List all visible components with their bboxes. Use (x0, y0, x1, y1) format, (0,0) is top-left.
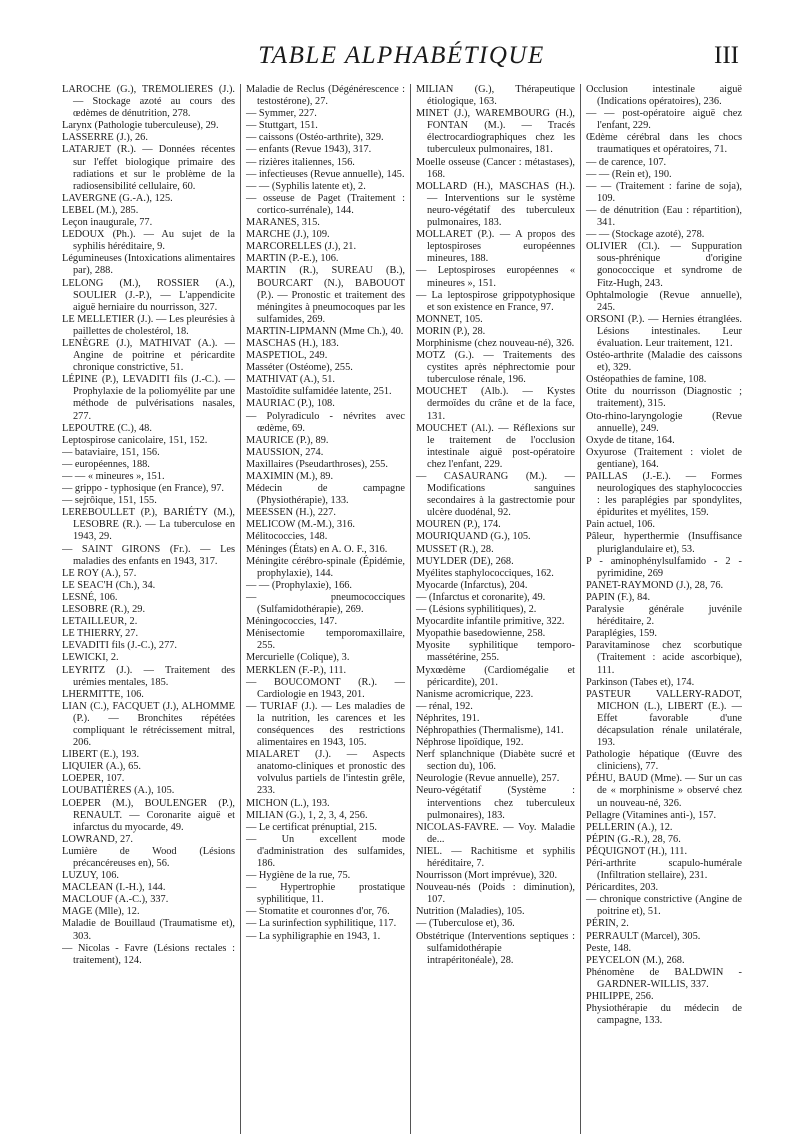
index-entry: — BOUCOMONT (R.). — Cardiologie en 1943, 201. (246, 676, 405, 700)
index-entry: Nouveau-nés (Poids : diminution), 107. (416, 882, 575, 906)
index-entry: Ophtalmologie (Revue annuelle), 245. (586, 289, 742, 313)
index-entry: Leptospirose canicolaire, 151, 152. (62, 434, 208, 446)
index-entry: NIEL. — Rachitisme et syphilis héréditaire, 7. (416, 845, 575, 869)
index-entry: Myopathie basedowienne, 258. (416, 628, 546, 640)
index-entry: Maxillaires (Pseudarthroses), 255. (246, 458, 388, 470)
index-entry: LUZUY, 106. (62, 870, 119, 882)
index-entry: Méningite cérébro-spinale (Épidémie, prophylaxie), 144. (246, 555, 405, 579)
index-entry: MARTIN-LIPMANN (Mme Ch.), 40. (246, 325, 404, 337)
index-entry: LELONG (M.), ROSSIER (A.), SOULIER (J.-P.), — L'appendicite aiguë herniaire du nourrisson, 327. (62, 277, 235, 313)
index-entry: PASTEUR VALLERY-RADOT, MICHON (L.), LIBERT (E.). — Effet favorable d'une décapsulation rénale unilatérale, 193. (586, 688, 742, 749)
index-entry: LEDOUX (Ph.). — Au sujet de la syphilis héréditaire, 9. (62, 229, 235, 253)
index-entry: Paralysie générale juvénile héréditaire, 2. (586, 604, 742, 628)
index-entry: LEREBOULLET (P.), BARIÉTY (M.), LESOBRE (R.). — La tuberculose en 1943, 29. (62, 507, 235, 543)
index-entry: LOEPER (M.), BOULENGER (P.), RENAULT. — Coronarite aiguë et infarctus du myocarde, 49. (62, 797, 235, 833)
index-entry: — — (Stockage azoté), 278. (586, 229, 705, 241)
index-entry: LE THIERRY, 27. (62, 628, 139, 640)
index-entry: Peste, 148. (586, 942, 632, 954)
index-entry: — TURIAF (J.). — Les maladies de la nutrition, les carences et les conséquences des restrictions alimentaires en 1943, 105. (246, 700, 405, 749)
page-number: III (714, 42, 739, 69)
index-entry: Ostéo-arthrite (Maladie des caissons et), 329. (586, 350, 742, 374)
index-entry: MUYLDER (DE), 268. (416, 555, 514, 567)
index-entry: LATARJET (R.). — Données récentes sur l'effet biologique primaire des radiations et sur le problème de la radiosensibilité cellulaire, 60. (62, 144, 235, 192)
index-entry: PERRAULT (Marcel), 305. (586, 930, 701, 942)
index-entry: Oxyde de titane, 164. (586, 434, 675, 446)
index-entry: Maladie de Reclus (Dégénérescence : testostérone), 27. (246, 84, 405, 108)
index-entry: Péri-arthrite scapulo-humérale (Infiltration stellaire), 231. (586, 858, 742, 882)
index-entry: LE MELLETIER (J.). — Les pleurésies à paillettes de cholestérol, 18. (62, 313, 235, 337)
index-entry: Oto-rhino-laryngologie (Revue annuelle), 249. (586, 410, 742, 434)
index-entry: LESOBRE (R.), 29. (62, 604, 146, 616)
index-entry: PELLERIN (A.), 12. (586, 821, 673, 833)
index-entry: MONNET, 105. (416, 313, 483, 325)
index-entry: MICHON (L.), 193. (246, 797, 330, 809)
index-entry: MEESSEN (H.), 227. (246, 507, 336, 519)
index-entry: — grippo - typhosique (en France), 97. (62, 483, 225, 495)
index-entry: — SAINT GIRONS (Fr.). — Les maladies des enfants en 1943, 317. (62, 543, 235, 567)
index-entry: LOWRAND, 27. (62, 833, 133, 845)
index-entry: Mélitococcies, 148. (246, 531, 328, 543)
index-entry: LE ROY (A.), 57. (62, 567, 137, 579)
index-entry: MOLLARD (H.), MASCHAS (H.). — Interventions sur le système neuro-végétatif des tuberculeux pulmonaires, 183. (416, 180, 575, 229)
index-entry: MELICOW (M.-M.), 316. (246, 519, 355, 531)
index-entry: Méninges (États) en A. O. F., 316. (246, 543, 388, 555)
index-entry: MIALARET (J.). — Aspects anatomo-cliniques et pronostic des volvulus partiels de l'intestin grêle, 233. (246, 749, 405, 797)
index-entry: LASSERRE (J.), 26. (62, 132, 148, 144)
index-entry: MARANES, 315. (246, 217, 320, 229)
index-entry: LEBEL (M.), 285. (62, 204, 139, 216)
index-entry: — infectieuses (Revue annuelle), 145. (246, 168, 405, 180)
index-entry: Myocardite infantile primitive, 322. (416, 616, 565, 628)
index-column-1 (62, 84, 240, 1134)
index-entry: Pain actuel, 106. (586, 519, 655, 531)
index-entry: MAURICE (P.), 89. (246, 434, 329, 446)
index-entry: — La surinfection syphilitique, 117. (246, 918, 397, 930)
index-entry: — (Infarctus et coronarite), 49. (416, 591, 546, 603)
index-entry: — chronique constrictive (Angine de poitrine et), 51. (586, 894, 742, 918)
index-entry: Morphinisme (chez nouveau-né), 326. (416, 337, 575, 349)
index-entry: OLIVIER (Cl.). — Suppuration sous-phrénique d'origine gonococcique et syndrome de Fitz-Hugh, 243. (586, 241, 742, 289)
index-entry: PEYCELON (M.), 268. (586, 954, 685, 966)
index-entry: PHILIPPE, 256. (586, 991, 654, 1003)
index-entry: — Symmer, 227. (246, 108, 317, 120)
index-entry: LOEPER, 107. (62, 773, 125, 785)
index-entry: Ménisectomie temporomaxillaire, 255. (246, 628, 405, 652)
index-entry: — — (Syphilis latente et), 2. (246, 180, 366, 192)
index-entry: LESNÉ, 106. (62, 591, 118, 603)
index-entry: Myélites staphylococciques, 162. (416, 567, 554, 579)
index-entry: ORSONI (P.). — Hernies étranglées. Lésions intestinales. Leur évaluation. Leur traitement, 121. (586, 313, 742, 349)
index-entry: Nerf splanchnique (Diabète sucré et section du), 106. (416, 749, 575, 773)
index-entry: MAXIMIN (M.), 89. (246, 471, 334, 482)
index-entry: Occlusion intestinale aiguë (Indications opératoires), 236. (586, 84, 742, 108)
index-entry: — Leptospiroses européennes « mineures », 151. (416, 265, 575, 289)
index-entry: MAUSSION, 274. (246, 446, 324, 458)
index-entry: LAVERGNE (G.-A.), 125. (62, 192, 173, 204)
index-entry: MOUREN (P.), 174. (416, 519, 501, 531)
index-column-3 (410, 84, 580, 1134)
index-entry: NICOLAS-FAVRE. — Voy. Maladie de... (416, 821, 575, 845)
index-entry: MOTZ (G.). — Traitements des cystites après néphrectomie pour tuberculose rénale, 196. (416, 350, 575, 386)
index-entry: Mercurielle (Colique), 3. (246, 652, 350, 664)
index-entry: Myosite syphilitique temporo-massétérine, 255. (416, 640, 575, 664)
index-entry: MOUCHET (Alb.). — Kystes dermoïdes du crâne et de la face, 131. (416, 386, 575, 422)
index-entry: MERKLEN (F.-P.), 111. (246, 664, 347, 676)
index-entry: Moelle osseuse (Cancer : métastases), 168. (416, 156, 575, 180)
index-entry: Nourrisson (Mort imprévue), 320. (416, 870, 558, 882)
index-entry: PAPIN (F.), 84. (586, 591, 651, 603)
index-entry: — (Tuberculose et), 36. (416, 918, 515, 930)
index-entry: Leçon inaugurale, 77. (62, 217, 153, 229)
index-entry: — rizières italiennes, 156. (246, 156, 355, 168)
index-entry: LEWICKI, 2. (62, 652, 119, 664)
index-entry: Néphropathies (Thermalisme), 141. (416, 724, 564, 736)
index-entry: Mastoïdite sulfamidée latente, 251. (246, 386, 392, 398)
index-entry: — Stomatite et couronnes d'or, 76. (246, 906, 390, 918)
index-entry: Neuro-végétatif (Système : interventions chez tuberculeux pulmonaires), 183. (416, 785, 575, 821)
index-entry: — pneumococciques (Sulfamidothérapie), 269. (246, 591, 405, 616)
index-entry: LIQUIER (A.), 65. (62, 761, 141, 773)
index-entry: MASPETIOL, 249. (246, 350, 328, 362)
index-entry: LHERMITTE, 106. (62, 688, 144, 700)
index-entry: P - aminophénylsulfamido - 2 - pyrimidine, 269 (586, 555, 742, 579)
index-entry: MORIN (P.), 28. (416, 325, 486, 337)
index-entry: — Stuttgart, 151. (246, 120, 318, 132)
index-entry: — de dénutrition (Eau : répartition), 341. (586, 204, 742, 229)
index-entry: MACLOUF (A.-C.), 337. (62, 894, 169, 906)
index-entry: LETAILLEUR, 2. (62, 616, 138, 628)
index-entry: PANET-RAYMOND (J.), 28, 76. (586, 579, 724, 591)
index-entry: — rénal, 192. (416, 700, 473, 712)
index-entry: LE SEAC'H (Ch.), 34. (62, 579, 156, 591)
index-entry: Méningococcies, 147. (246, 616, 338, 628)
index-column-4 (580, 84, 742, 1134)
index-entry: Parkinson (Tabes et), 174. (586, 676, 695, 688)
index-entry: LIAN (C.), FACQUET (J.), ALHOMME (P.). — Bronchites répétées compliquant le rétrécissement mitral, 206. (62, 700, 235, 749)
index-entry: MOLLARET (P.). — A propos des leptospiroses européennes mineures, 188. (416, 229, 575, 265)
index-entry: — La leptospirose grippotyphosique et son existence en France, 97. (416, 289, 575, 313)
index-entry: Obstétrique (Interventions septiques : sulfamidothérapie intrapéritonéale), 28. (416, 930, 575, 966)
index-entry: — — (Traitement : farine de soja), 109. (586, 180, 742, 204)
index-entry: Myxœdème (Cardiomégalie et péricardite), 201. (416, 664, 575, 688)
index-entry: MAURIAC (P.), 108. (246, 398, 335, 410)
index-entry: — (Lésions syphilitiques), 2. (416, 604, 537, 616)
index-entry: — osseuse de Paget (Traitement : cortico-surrénale), 144. (246, 192, 405, 216)
index-entry: MOUCHET (Al.). — Réflexions sur le traitement de l'occlusion intestinale aiguë post-opératoire chez l'enfant, 229. (416, 422, 575, 470)
index-entry: MASCHAS (H.), 183. (246, 337, 339, 349)
index-entry: PAILLAS (J.-E.). — Formes neurologiques des staphylococcies : les paraplégies par spondylites, épidurites et myélites, 159. (586, 471, 742, 519)
index-entry: — de carence, 107. (586, 156, 667, 168)
index-entry: Larynx (Pathologie tuberculeuse), 29. (62, 120, 219, 132)
page-header (64, 40, 739, 76)
index-entry: — — « mineures », 151. (62, 471, 165, 482)
index-entry: MINET (J.), WAREMBOURG (H.), FONTAN (M.). — Tracés électrocardiographiques chez les tuberculeux pulmonaires, 181. (416, 108, 575, 156)
index-entry: — bataviaire, 151, 156. (62, 446, 160, 458)
index-entry: — — (Prophylaxie), 166. (246, 579, 353, 591)
index-entry: PÉRIN, 2. (586, 918, 629, 930)
index-entry: Otite du nourrisson (Diagnostic ; traitement), 315. (586, 386, 742, 410)
index-entry: Ostéopathies de famine, 108. (586, 374, 707, 386)
index-entry: LEVADITI fils (J.-C.), 277. (62, 640, 178, 652)
index-entry: MARTIN (P.-E.), 106. (246, 253, 339, 265)
index-entry: LENÈGRE (J.), MATHIVAT (A.). — Angine de poitrine et péricardite chronique constrictive, 51. (62, 337, 235, 374)
index-entry: LOUBATIÈRES (A.), 105. (62, 785, 175, 797)
index-entry: MARTIN (R.), SUREAU (B.), BOURCART (N.), BABOUOT (P.). — Pronostic et traitement des méningites à pneumocoques par les sulfamides, 269. (246, 265, 405, 325)
index-entry: — — (Rein et), 190. (586, 168, 672, 180)
index-entry: — Nicolas - Favre (Lésions rectales : traitement), 124. (62, 942, 235, 966)
index-entry: Physiothérapie du médecin de campagne, 133. (586, 1003, 742, 1027)
index-entry: — Polyradiculo - névrites avec œdème, 69. (246, 410, 405, 434)
index-entry: MARCORELLES (J.), 21. (246, 241, 357, 253)
index-entry: Légumineuses (Intoxications alimentaires par), 288. (62, 253, 235, 277)
index-entry: MOURIQUAND (G.), 105. (416, 531, 531, 543)
index-entry: PÉHU, BAUD (Mme). — Sur un cas de « morphinisme » observé chez un nouveau-né, 326. (586, 773, 742, 809)
index-entry: LEYRITZ (J.). — Traitement des urémies mentales, 185. (62, 664, 235, 688)
index-entry: Pellagre (Vitamines anti-), 157. (586, 809, 717, 821)
index-entry: MACLEAN (I.-H.), 144. (62, 882, 166, 894)
index-entry: MATHIVAT (A.), 51. (246, 374, 335, 386)
index-entry: Néphrose lipoïdique, 192. (416, 737, 524, 749)
index-entry: MUSSET (R.), 28. (416, 543, 494, 555)
index-entry: — européennes, 188. (62, 458, 150, 470)
index-entry: Paraplégies, 159. (586, 628, 657, 640)
index-entry: LÉPINE (P.), LEVADITI fils (J.-C.). — Prophylaxie de la poliomyélite par une méthode de pulvérisations nasales, 277. (62, 374, 235, 422)
index-entry: Œdème cérébral dans les chocs traumatiques et opératoires, 71. (586, 132, 742, 156)
index-entry: Paravitaminose chez scorbutique (Traitement : acide ascorbique), 111. (586, 640, 742, 676)
index-entry: MILIAN (G.), Thérapeutique étiologique, 163. (416, 84, 575, 108)
index-entry: Maladie de Bouillaud (Traumatisme et), 303. (62, 918, 235, 942)
index-entry: — Le certificat prénuptial, 215. (246, 821, 377, 833)
index-entry: Myocarde (Infarctus), 204. (416, 579, 528, 591)
index-entry: LIBERT (E.), 193. (62, 749, 140, 761)
index-entry: — caissons (Ostéo-arthrite), 329. (246, 132, 384, 144)
index-entry: MILIAN (G.), 1, 2, 3, 4, 256. (246, 809, 368, 821)
index-entry: LAROCHE (G.), TRÉMOLIÈRES (J.). — Stockage azoté au cours des œdèmes de dénutrition, 278. (62, 84, 235, 120)
index-entry: — enfants (Revue 1943), 317. (246, 144, 372, 156)
index-entry: Masséter (Ostéome), 255. (246, 362, 353, 374)
index-entry: Médecin de campagne (Physiothérapie), 133. (246, 483, 405, 507)
index-entry: MAGE (Mlle), 12. (62, 906, 140, 918)
index-entry: Néphrites, 191. (416, 712, 480, 724)
index-entry: — sejrôique, 151, 155. (62, 495, 157, 507)
index-columns (62, 84, 742, 1134)
index-entry: — Un excellent mode d'administration des sulfamides, 186. (246, 833, 405, 869)
index-entry: Péricardites, 203. (586, 882, 659, 894)
index-entry: Lumière de Wood (Lésions précancéreuses en), 56. (62, 845, 235, 869)
index-entry: — — post-opératoire aiguë chez l'enfant, 229. (586, 108, 742, 132)
index-entry: Nanisme acromicrique, 223. (416, 688, 534, 700)
index-entry: PÉQUIGNOT (H.), 111. (586, 845, 688, 857)
index-entry: — La syphiligraphie en 1943, 1. (246, 930, 381, 942)
index-entry: Oxyurose (Traitement : violet de gentiane), 164. (586, 446, 742, 470)
index-entry: LEPOUTRE (C.), 48. (62, 422, 152, 434)
index-column-2 (240, 84, 410, 1134)
index-entry: Pathologie hépatique (Œuvre des cliniciens), 77. (586, 749, 742, 773)
index-entry: — Hygiène de la rue, 75. (246, 870, 351, 882)
index-entry: Phénomène de BALDWIN - GARDNER-WILLIS, 337. (586, 966, 742, 990)
index-entry: PÉPIN (G.-R.), 28, 76. (586, 833, 681, 845)
page-title: TABLE ALPHABÉTIQUE (258, 42, 545, 69)
index-entry: — CASAURANG (M.). — Modifications sanguines secondaires à la gastrectomie pour ulcère duodénal, 92. (416, 471, 575, 519)
index-entry: Pâleur, hyperthermie (Insuffisance pluriglandulaire et), 53. (586, 531, 742, 555)
index-entry: MARCHE (J.), 109. (246, 229, 330, 241)
index-entry: Nutrition (Maladies), 105. (416, 906, 525, 918)
index-entry: Neurologie (Revue annuelle), 257. (416, 773, 560, 785)
index-entry: — Hypertrophie prostatique syphilitique, 11. (246, 882, 405, 906)
